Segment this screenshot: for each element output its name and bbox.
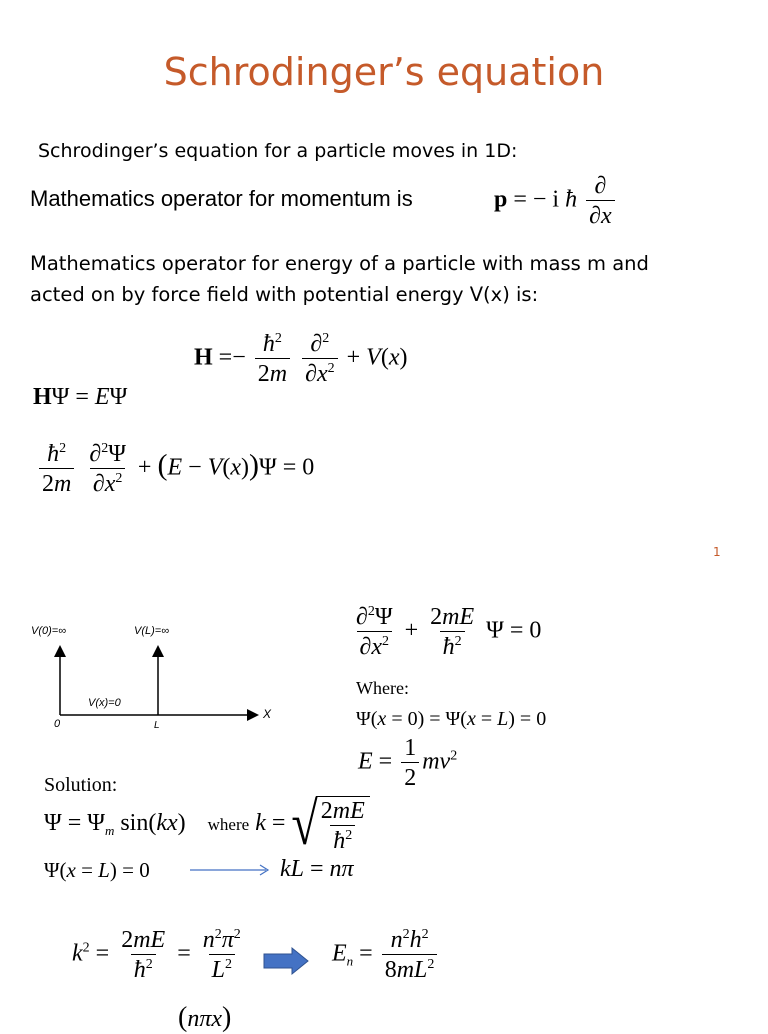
v0-label: V(0)=∞	[31, 625, 67, 637]
page-title: Schrodinger’s equation	[163, 50, 605, 94]
implies-arrow	[190, 862, 274, 878]
hamiltonian-equation: H =− $\frac{ħ^2}{2m}$ $\frac{\partial^2}{\partial x^2}$ + V(x)	[194, 331, 408, 387]
partial-equation-cutoff: (nπx)	[178, 1002, 232, 1033]
result-arrow	[262, 946, 310, 976]
solution-label: Solution:	[44, 774, 118, 796]
origin-label: 0	[54, 718, 61, 730]
kinetic-energy-equation: E = $\frac{1}{2}$ $mv^2$	[358, 735, 458, 791]
wavefunction-solution: $\Psi = \Psi_m$ sin(kx) where k = √ $\frac{2mE}{ħ^2}$	[44, 796, 370, 853]
reduced-equation: $\frac{\partial^2\Psi}{\partial x^2}$ + $\frac{2mE}{ħ^2}$ Ψ = 0	[356, 604, 542, 660]
vx-label: V(x)=0	[88, 697, 121, 709]
energy-text-line2: acted on by force field with potential energy V(x) is:	[30, 283, 539, 306]
vL-label: V(L)=∞	[134, 625, 170, 637]
momentum-text: Mathematics operator for momentum is	[30, 186, 413, 211]
momentum-operator-equation: p = − i ħ $\frac{\partial}{\partial x}$	[494, 174, 618, 228]
schrodinger-eigen-equation: HΨ = EΨ	[33, 384, 128, 410]
energy-text-line1: Mathematics operator for energy of a particle with mass m and	[30, 252, 649, 275]
where-k-label: where	[207, 815, 250, 835]
x-label: X	[263, 707, 272, 721]
L-label: L	[154, 720, 160, 731]
energy-operator-text	[30, 248, 649, 310]
where-label: Where:	[356, 678, 409, 698]
k-squared-equation: $k^2$ = $\frac{2mE}{ħ^2}$ = $\frac{n^2\pi^2}{L^2}$	[72, 927, 241, 983]
schrodinger-1d-equation: $\frac{ħ^2}{2m}$ $\frac{\partial^2\Psi}{\partial x^2}$ + (E − V(x))Ψ = 0	[36, 442, 314, 496]
quantization-condition: kL = nπ	[280, 856, 354, 882]
intro-text: Schrodinger’s equation for a particle moves in 1D:	[38, 140, 518, 162]
boundary-conditions: Ψ(x = 0) = Ψ(x = L) = 0	[356, 708, 547, 730]
boundary-at-L: Ψ(x = L) = 0	[44, 858, 150, 882]
page-number: 1	[713, 545, 721, 559]
energy-levels-equation: $E_n$ = $\frac{n^2h^2}{8mL^2}$	[332, 928, 440, 982]
